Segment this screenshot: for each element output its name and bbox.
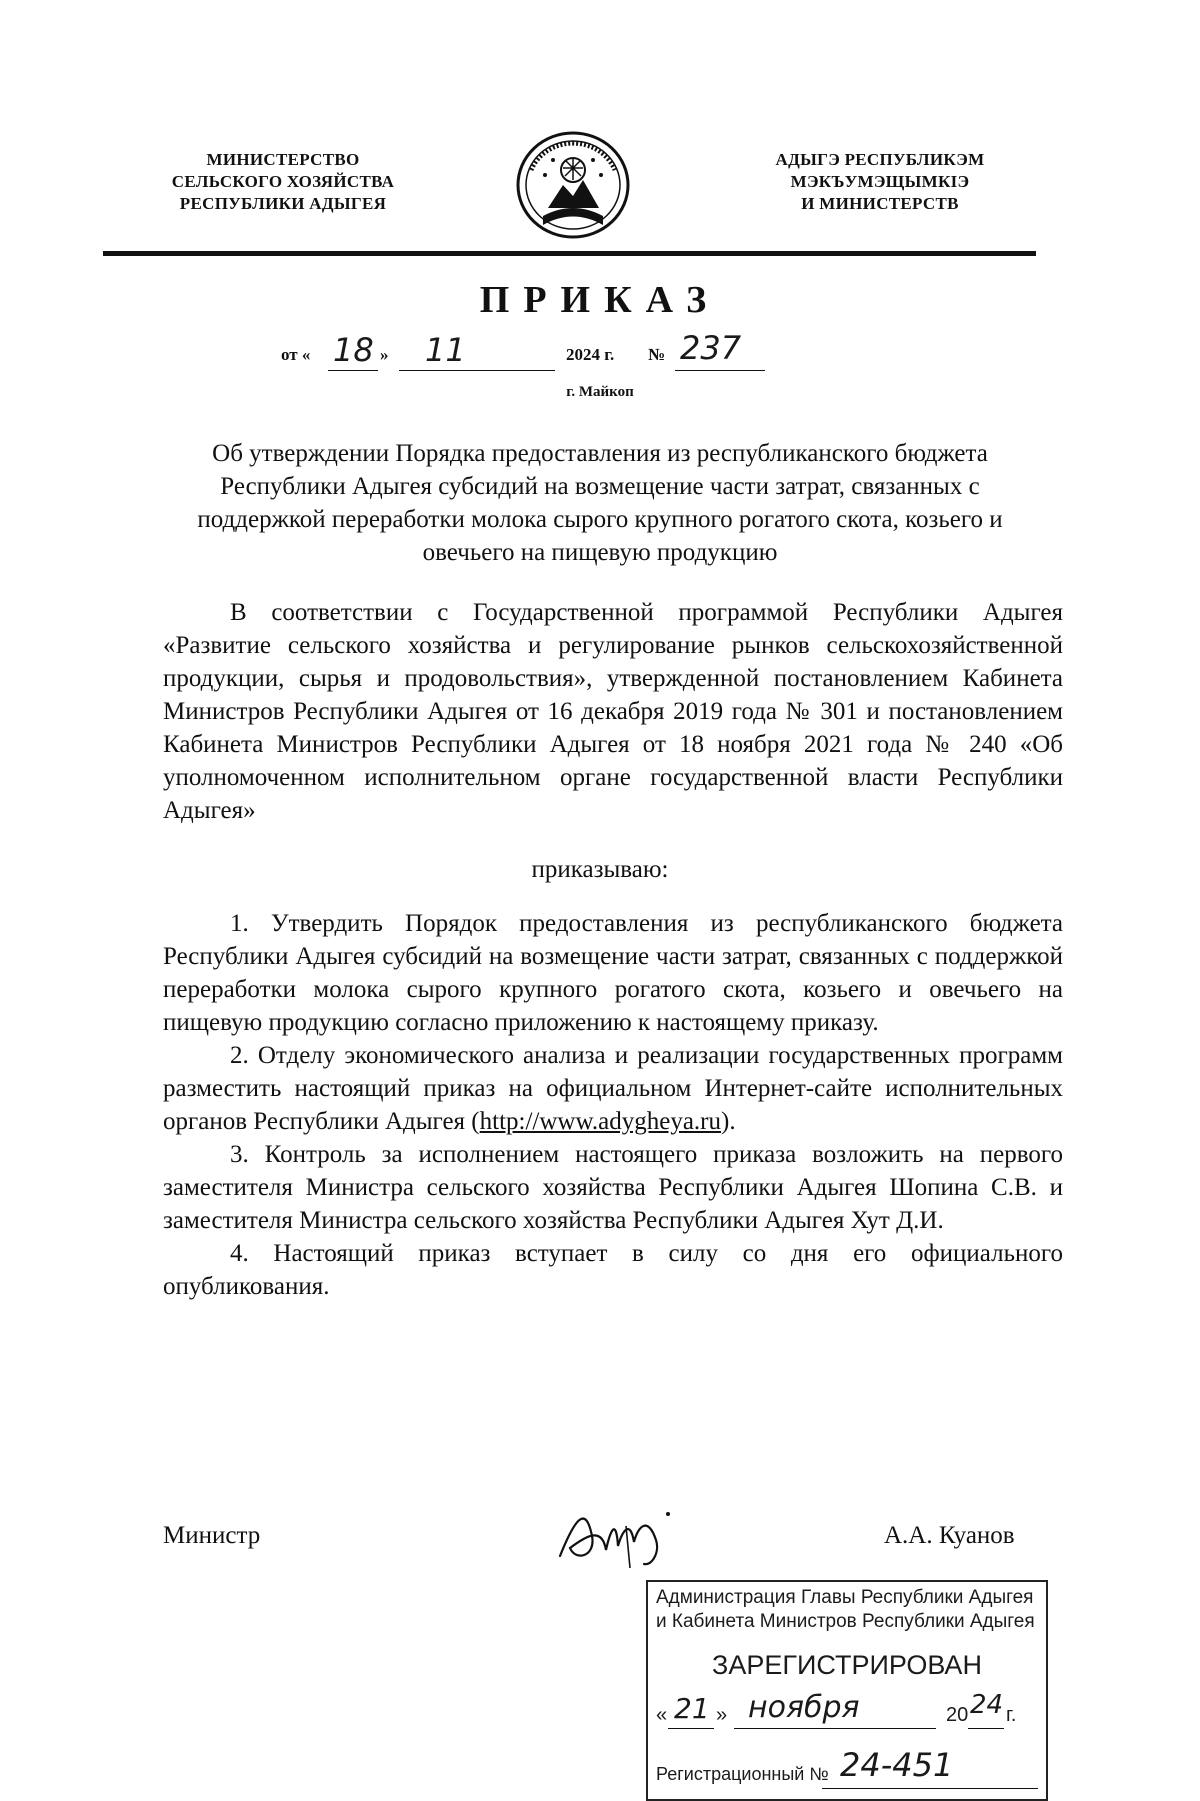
stamp-open-quote: « [656, 1704, 668, 1726]
order-item-3: 3. Контроль за исполнением настоящего приказа возложить на первого заместителя Министра сельского хозяйства Республики Адыгея Шопина С.В. и заместителя Министра сельского хозяйства Республики Адыгея Хут Д.И. [163, 1141, 1063, 1234]
order-item-2-text: 2. Отделу экономического анализа и реализации государственных программ разместить настоящий приказ на официальном Интернет-сайте исполнительных органов Республики Адыгея ( [163, 1042, 1063, 1135]
order-items [163, 907, 1063, 1303]
preamble-paragraph: В соответствии с Государственной программой Республики Адыгея «Развитие сельского хозяйства и регулирование рынков сельскохозяйственной продукции, сырья и продовольствия», утвержденной постановлением Кабинета Министров Республики Адыгея от 16 декабря 2019 года № 301 и постановлением Кабинета Министров Республики Адыгея от 18 ноября 2021 года № 240 «Об уполномоченном исполнительном органе государственной власти Республики Адыгея» [163, 599, 1063, 824]
stamp-registered-label: ЗАРЕГИСТРИРОВАН [712, 1650, 982, 1680]
registration-stamp [646, 1580, 1048, 1801]
header-left-line: МИНИСТЕРСТВО [206, 150, 360, 169]
order-subject [150, 437, 1050, 569]
header-left-line: РЕСПУБЛИКИ АДЫГЕЯ [179, 194, 387, 213]
order-item-1: 1. Утвердить Порядок предоставления из республиканского бюджета Республики Адыгея субсидий на возмещение части затрат, связанных с поддержкой переработки молока сырого крупного рогатого скота, козьего и овечьего на пищевую продукцию согласно приложению к настоящему приказу. [163, 910, 1063, 1036]
order-month: 11 [425, 331, 466, 369]
order-year: 2024 г. [566, 345, 615, 364]
header-right-line: МЭКЪУМЭЩЫМКIЭ [790, 172, 970, 191]
website-link[interactable]: http://www.adygheya.ru [479, 1108, 722, 1135]
document-title: ПРИКАЗ [479, 279, 721, 321]
order-day-close: » [380, 345, 389, 364]
order-city: г. Майкоп [566, 384, 634, 400]
stamp-reg-label: Регистрационный № [656, 1764, 829, 1784]
header-right-line: И МИНИСТЕРСТВ [801, 194, 959, 213]
stamp-close-quote: » [716, 1704, 728, 1726]
header-right-line: АДЫГЭ РЕСПУБЛИКЭМ [775, 150, 985, 169]
stamp-date-line [656, 1690, 1042, 1734]
stamp-year-suffix: 24 [970, 1690, 1004, 1720]
handwritten-signature [556, 1496, 696, 1576]
order-item-2-end: ). [721, 1108, 736, 1135]
stamp-reg-number: 24-451 [840, 1746, 954, 1784]
stamp-day: 21 [674, 1692, 710, 1725]
order-number: 237 [680, 329, 742, 367]
stamp-org-line: Администрация Главы Республики Адыгея [656, 1587, 1034, 1608]
decree-word: приказываю: [531, 856, 669, 883]
stamp-month: ноября [748, 1690, 860, 1725]
order-day: 18 [333, 331, 374, 369]
header-left-line: СЕЛЬСКОГО ХОЗЯЙСТВА [171, 172, 395, 191]
stamp-year-prefix: 20 [946, 1704, 969, 1726]
header-divider [103, 251, 1036, 256]
signatory-title: Министр [163, 1522, 261, 1549]
order-number-label: № [648, 345, 666, 364]
order-from-label: от « [281, 345, 311, 364]
ministry-name-russian [138, 149, 428, 215]
stamp-year-end: г. [1006, 1704, 1017, 1726]
order-item-2 [163, 1039, 1063, 1138]
stamp-organization [656, 1586, 1042, 1634]
subject-line: Республики Адыгея субсидий на возмещение части затрат, связанных с [220, 473, 980, 500]
signatory-name: А.А. Куанов [884, 1522, 1015, 1549]
coat-of-arms-emblem [513, 130, 633, 240]
subject-line: овечьего на пищевую продукцию [422, 539, 778, 566]
order-date-line [0, 329, 1200, 375]
stamp-org-line: и Кабинета Министров Республики Адыгея [656, 1611, 1035, 1632]
ministry-name-adyghe [735, 149, 1025, 215]
stamp-registration-number-line [656, 1746, 1042, 1792]
order-item-4: 4. Настоящий приказ вступает в силу со дня его официального опубликования. [163, 1240, 1063, 1300]
subject-line: Об утверждении Порядка предоставления из республиканского бюджета [212, 440, 988, 467]
subject-line: поддержкой переработки молока сырого крупного рогатого скота, козьего и [197, 506, 1003, 533]
